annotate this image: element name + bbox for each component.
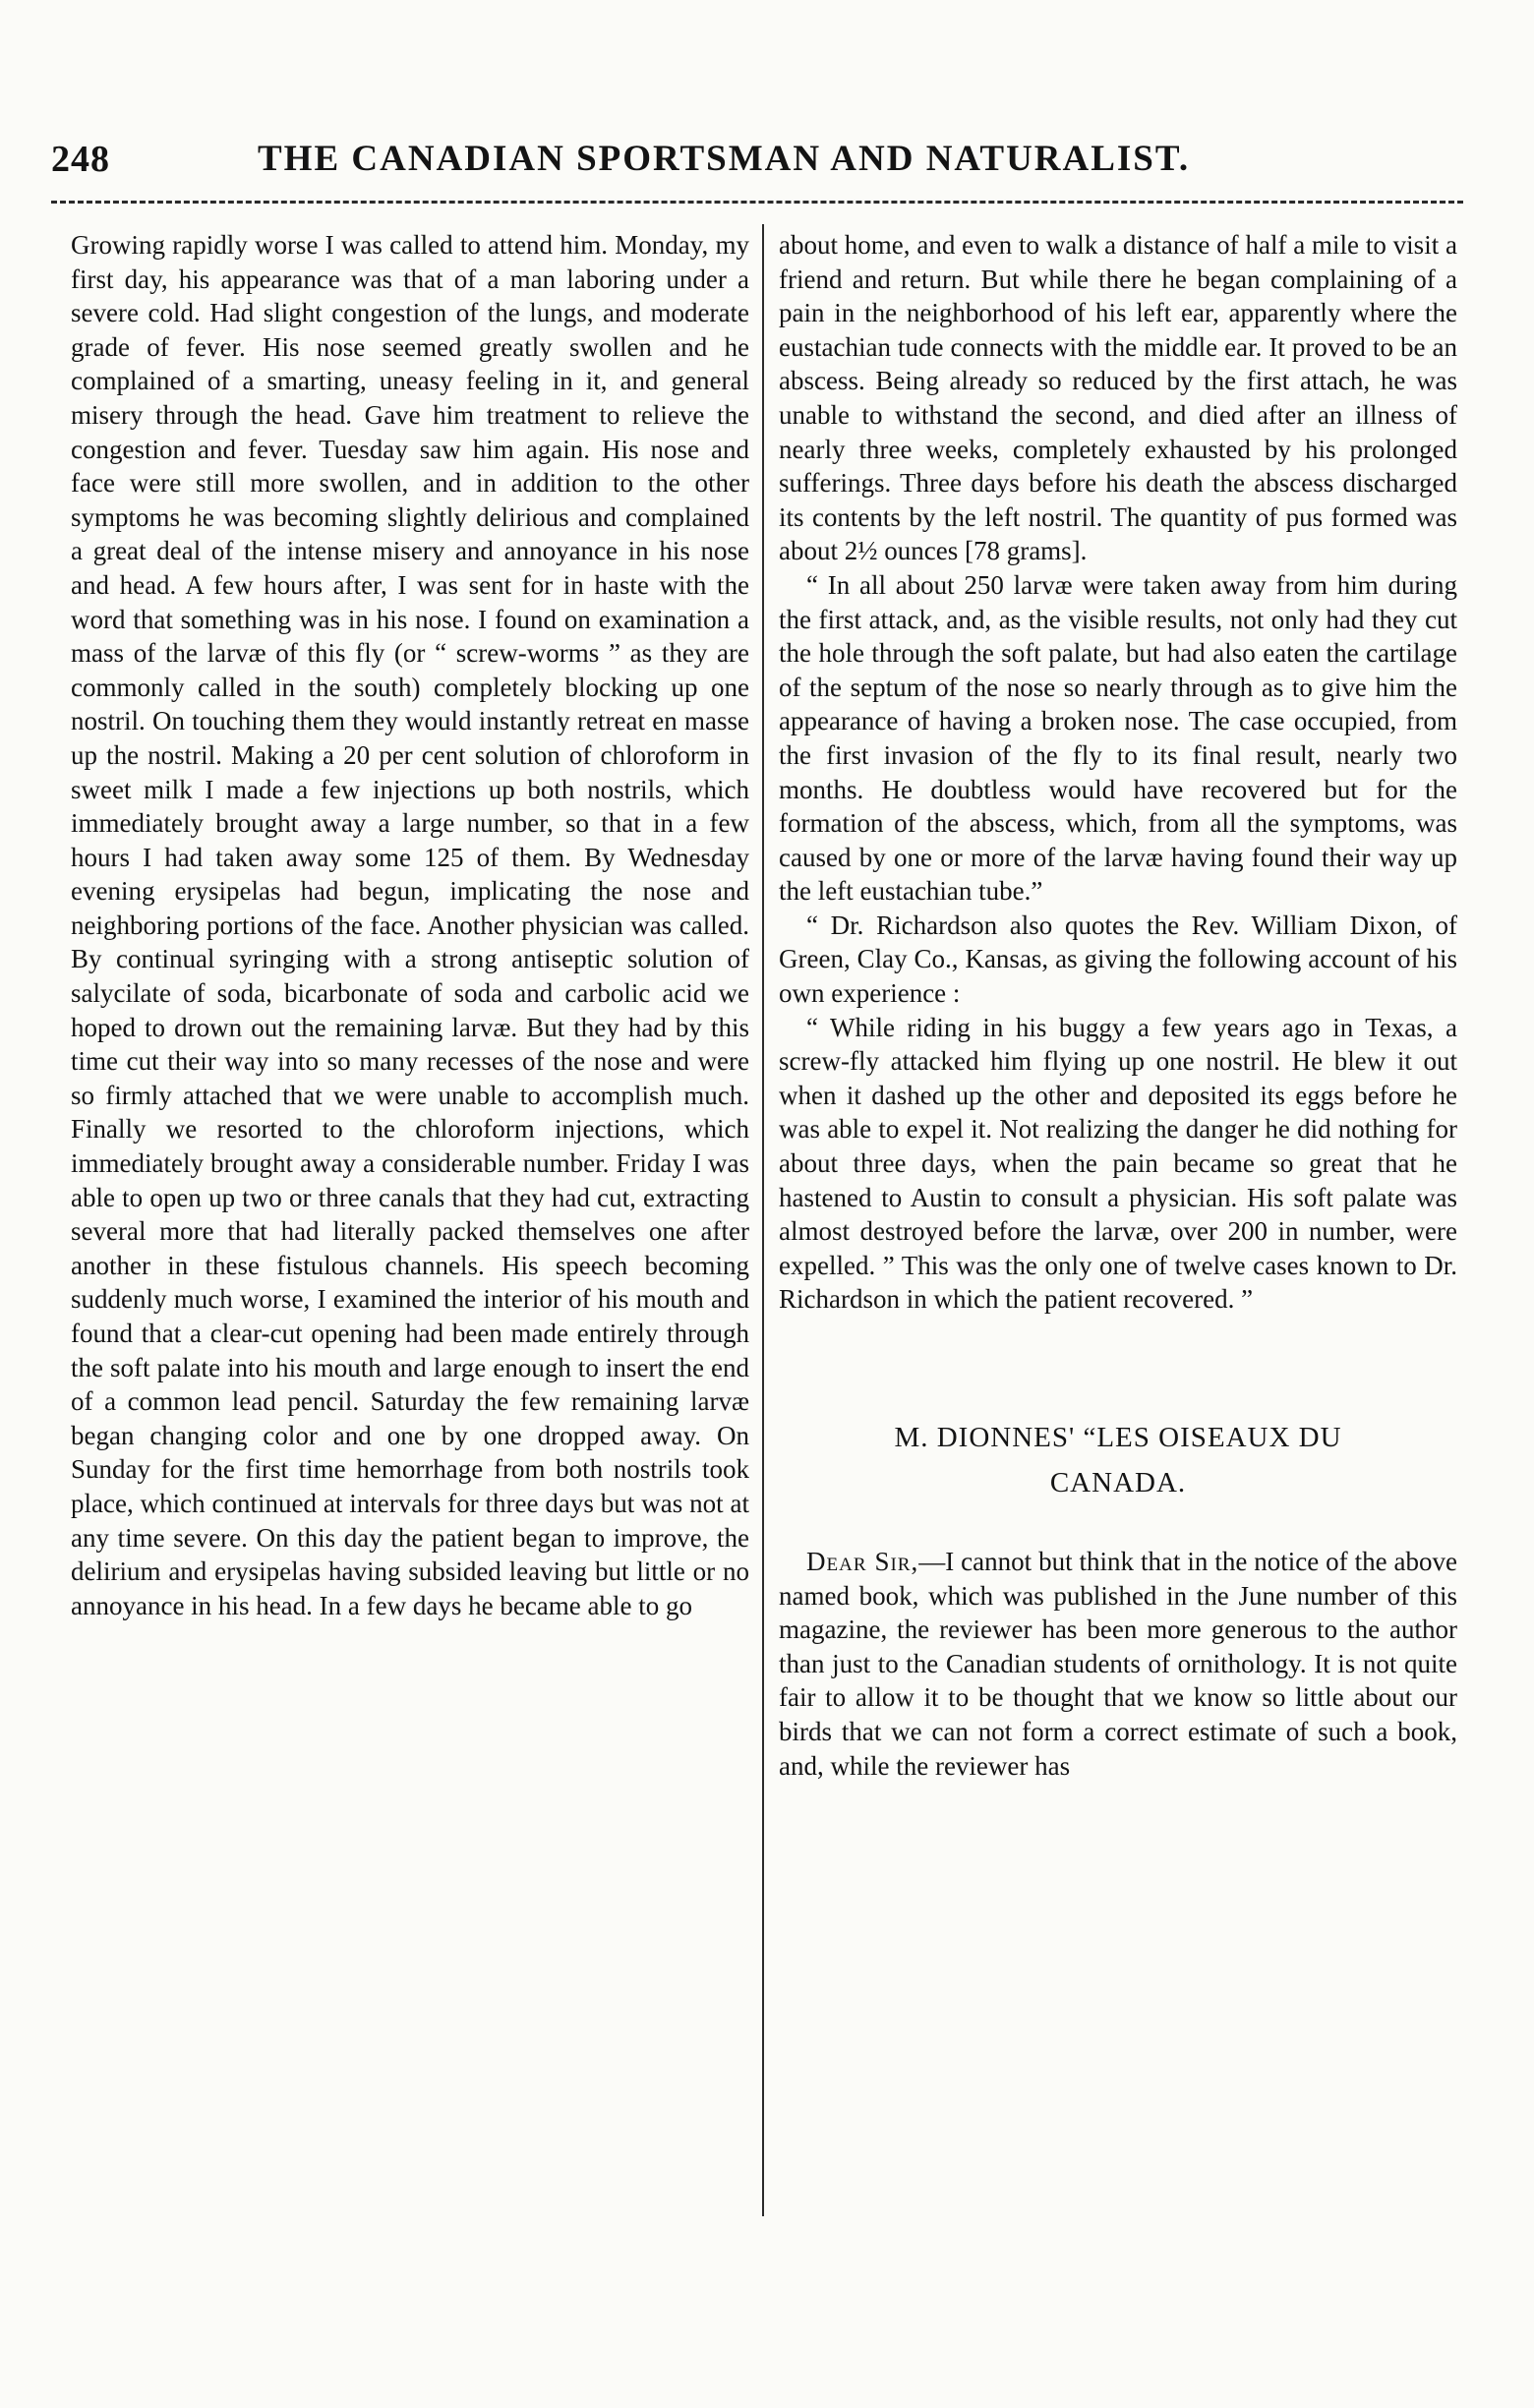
left-column [71,228,749,1622]
column-divider [762,224,764,2216]
right-paragraph-2: “ In all about 250 larvæ were taken away from him during the first attack, and, as the visible results, not only had they cut the hole through the soft palate, but had also eaten the cartilage of the septum of the nose so nearly through as to give him the appearance of having a broken nose. The case occupied, from the first invasion of the fly to its final result, nearly two months. He doubtless would have recovered but for the formation of the abscess, which, from all the symptoms, was caused by one or more of the larvæ having found their way up the left eustachian tube.” [779,569,1457,907]
header-rule [51,201,1463,204]
section-title-line-1: M. DIONNES' “LES OISEAUX DU [894,1422,1342,1453]
salutation: Dear Sir, [806,1547,919,1576]
left-paragraph-1: Growing rapidly worse I was called to attend him. Monday, my first day, his appearance was that of a man laboring under a severe cold. Had slight congestion of the lungs, and moderate grade of fever. His nose seemed greatly swollen and he complained of a smarting, uneasy feeling in it, and general misery through the head. Gave him treatment to relieve the congestion and fever. Tuesday saw him again. His nose and face were still more swollen, and in addition to the other symptoms he was becoming slightly delirious and complained a great deal of the intense misery and annoyance in his nose and head. A few hours after, I was sent for in haste with the word that something was in his nose. I found on examination a mass of the larvæ of this fly (or “ screw-worms ” as they are commonly called in the south) completely blocking up one nostril. On touching them they would instantly retreat en masse up the nostril. Making a 20 per cent solution of chloroform in sweet milk I made a few injections up both nostrils, which immediately brought away a large number, so that in a few hours I had taken away some 125 of them. By Wednesday evening erysipelas had begun, implicating the nose and neighboring portions of the face. Another physician was called. By continual syringing with a strong antiseptic solution of salycilate of soda, bicarbonate of soda and carbolic acid we hoped to drown out the remaining larvæ. But they had by this time cut their way into so many recesses of the nose and were so firmly attached that we were unable to accomplish much. Finally we resorted to the chloroform injections, which immediately brought away a considerable number. Friday I was able to open up two or three canals that they had cut, extracting several more that had literally packed themselves one after another in these fistulous channels. His speech becoming suddenly much worse, I examined the interior of his mouth and found that a clear-cut opening had been made entirely through the soft palate into his mouth and large enough to insert the end of a common lead pencil. Saturday the few remaining larvæ began changing color and one by one dropped away. On Sunday for the first time hemorrhage from both nostrils took place, which continued at intervals for three days but was not at any time severe. On this day the patient began to improve, the delirium and erysipelas having subsided leaving but little or no annoyance in his head. In a few days he became able to go [71,230,749,1620]
section-title [779,1415,1457,1505]
letter-body: —I cannot but think that in the notice of the above named book, which was published in the June number of this magazine, the reviewer has been more generous to the author than just to the Canadian students of ornithology. It is not quite fair to allow it to be thought that we know so little about our birds that we can not form a correct estimate of such a book, and, while the reviewer has [779,1547,1458,1781]
letter-paragraph [779,1545,1457,1783]
running-head [51,138,1463,195]
right-paragraph-1: about home, and even to walk a distance of half a mile to visit a friend and return. But while there he began complaining of a pain in the neighborhood of his left ear, apparently where the eustachian tude connects with the middle ear. It proved to be an abscess. Being already so reduced by the first attach, he was unable to withstand the second, and died after an illness of nearly three weeks, completely exhausted by his prolonged sufferings. Three days before his death the abscess discharged its contents by the left nostril. The quantity of pus formed was about 2½ ounces [78 grams]. [779,230,1457,566]
right-paragraph-4: “ While riding in his buggy a few years ago in Texas, a screw-fly attacked him flying up one nostril. He blew it out when it dashed up the other and deposited its eggs before he was able to expel it. Not realizing the danger he did nothing for about three days, when the pain became so great that he hastened to Austin to consult a physician. His soft palate was almost destroyed before the larvæ, over 200 in number, were expelled. ” This was the only one of twelve cases known to Dr. Richardson in which the patient recovered. ” [779,1012,1457,1315]
right-column [779,228,1457,1783]
journal-title: THE CANADIAN SPORTSMAN AND NATURALIST. [258,139,1191,179]
section-title-line-2: CANADA. [1049,1467,1187,1498]
page-number: 248 [51,139,110,180]
right-paragraph-3: “ Dr. Richardson also quotes the Rev. William Dixon, of Green, Clay Co., Kansas, as giving the following account of his own experience : [779,910,1457,1009]
